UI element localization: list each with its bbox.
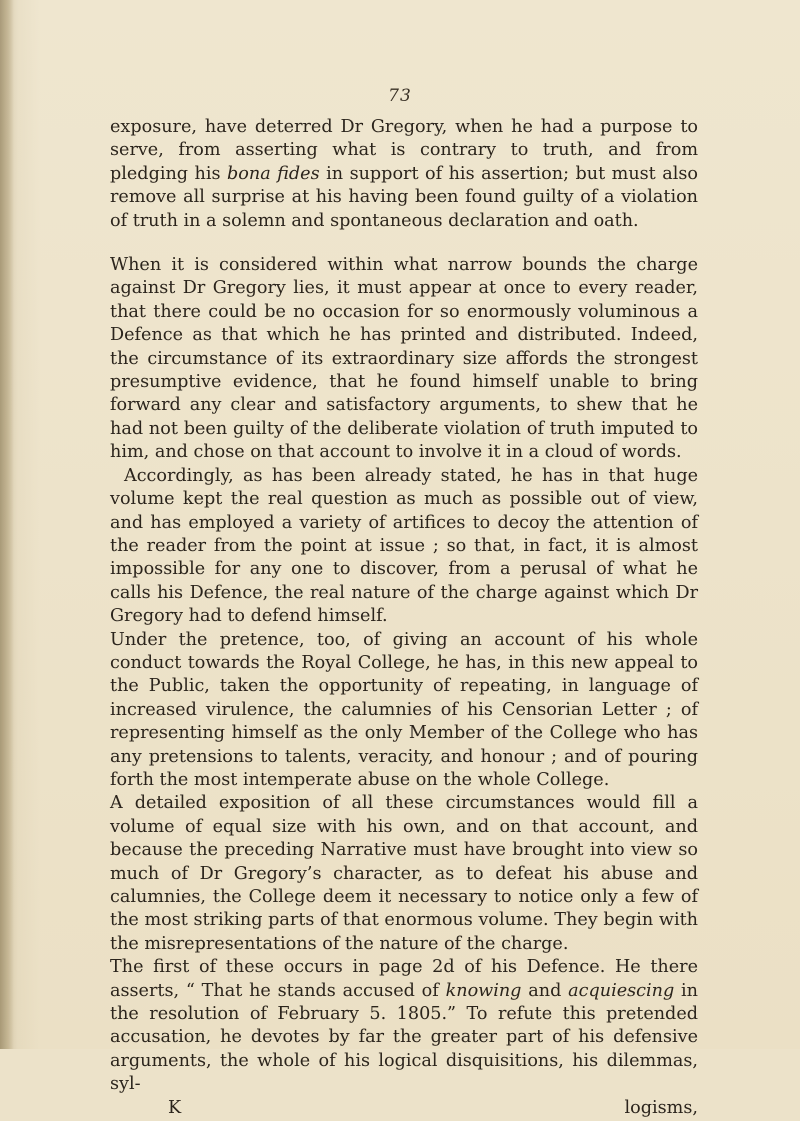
text-run: in the resolution of February 5. 1805.” To refute this pretended accusation, he devotes by far the greater part of his defensive arguments, the whole of his logical disquisitions, his dilemmas, syl- <box>110 980 698 1095</box>
page-number: 73 <box>388 86 412 106</box>
paragraph-6 <box>110 956 698 1096</box>
paragraph-4 <box>110 629 698 793</box>
italic-phrase: knowing <box>445 980 522 1001</box>
text-run: Accordingly, as has been already stated, he has in that huge volume kept the real question as much as possible out of view, and has employed a variety of artifices to decoy the attention of the reader from the point at issue ; so that, in fact, it is almost impossible for any one to discover, from a perusal of what he calls his Defence, the real nature of the charge against which Dr Gregory had to defend himself. <box>110 465 698 627</box>
signature-mark: K <box>168 1097 182 1118</box>
text-run: and <box>521 980 569 1001</box>
paragraph-3 <box>110 465 698 629</box>
italic-phrase: acquiescing <box>568 980 675 1001</box>
page-footer <box>110 1097 698 1121</box>
text-run: Under the pretence, too, of giving an account of his whole conduct towards the Royal College, he has, in this new appeal to the Public, taken the opportunity of repeating, in language of increased virulence, the calumnies of his Censorian Letter ; of representing himself as the only Member of the College who has any pretensions to talents, veracity, and honour ; and of pouring forth the most intemperate abuse on the whole College. <box>110 629 698 790</box>
catchword: logisms, <box>624 1097 698 1118</box>
paragraph-5 <box>110 792 698 956</box>
text-run: The first of these occurs in page 2d of his Defence. He there asserts, “ That he stands accused of <box>110 957 698 1001</box>
binding-gutter-shadow <box>0 0 14 1049</box>
paragraph-2 <box>110 254 698 465</box>
text-run: When it is considered within what narrow bounds the charge against Dr Gregory lies, it must appear at once to every reader, that there could be no occasion for so enormously voluminous a Defence as that which he has printed and distributed. Indeed, the circumstance of its extraordinary size affords the strongest presumptive evidence, that he found himself unable to bring forward any clear and satisfactory arguments, to shew that he had not been guilty of the deliberate violation of truth imputed to him, and chose on that account to involve it in a cloud of words. <box>110 255 698 463</box>
paragraph-1 <box>110 116 698 233</box>
text-run: in support of his assertion; but must also remove all surprise at his having been found guilty of a violation of truth in a solemn and spontaneous declaration and oath. <box>110 163 698 231</box>
text-run: exposure, have deterred Dr Gregory, when he had a purpose to serve, from asserting what is contrary to truth, and from pledging his <box>110 117 698 184</box>
text-run: A detailed exposition of all these circumstances would fill a volume of equal size with his own, and on that account, and because the preceding Narrative must have brought into view so much of Dr Gregory’s character, as to defeat his abuse and calumnies, the College deem it necessary to notice only a few of the most striking parts of that enormous volume. They begin with the misrepresentations of the nature of the charge. <box>110 793 698 954</box>
italic-phrase: bona fides <box>227 163 320 184</box>
body-text <box>110 116 698 1121</box>
